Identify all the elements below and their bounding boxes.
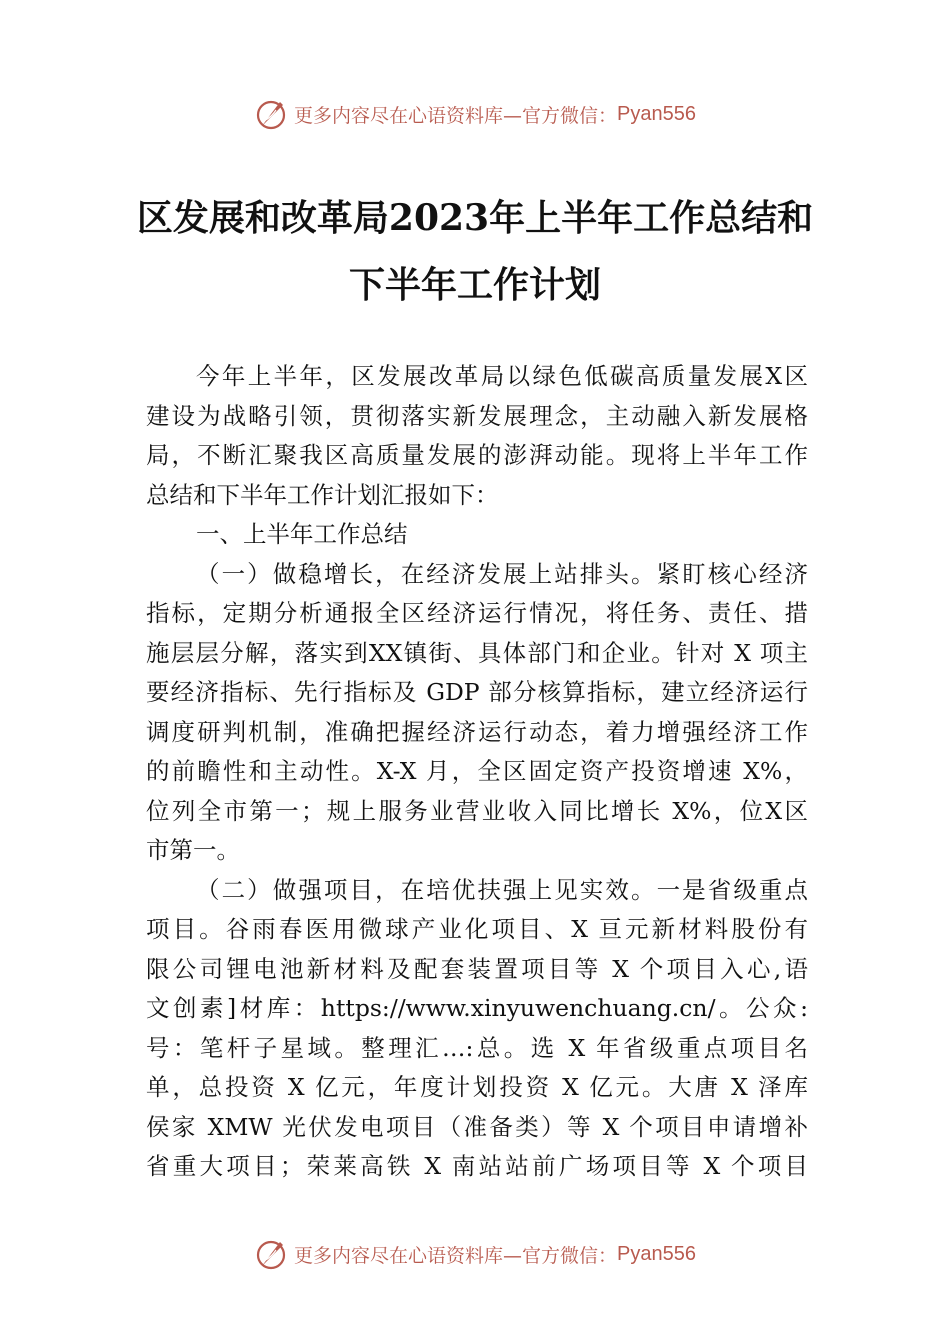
body-line: 项目。谷雨春医用微球产业化项目、X 亘元新材料股份有 [146, 915, 808, 943]
quill-logo-icon [254, 96, 290, 132]
body-line: 号：笔杆子星域。整理汇…:总。选 X 年省级重点项目名 [146, 1033, 808, 1062]
section-heading: 一、上半年工作总结 [196, 520, 408, 548]
document-title-line-1: 区发展和改革局2023年上半年工作总结和 [136, 197, 814, 239]
body-line: 位列全市第一；规上服务业营业收入同比增长 X%，位X区 [146, 796, 808, 825]
body-line: 指标，定期分析通报全区经济运行情况，将任务、责任、措 [146, 599, 808, 627]
document-body [146, 357, 808, 1187]
body-line: 施层层分解，落实到XX镇街、具体部门和企业。针对 X 项主 [146, 638, 808, 667]
body-line: 建设为战略引领，贯彻落实新发展理念，主动融入新发展格 [146, 401, 808, 430]
footer-banner [0, 1236, 950, 1272]
body-line: 单，总投资 X 亿元，年度计划投资 X 亿元。大唐 X 泽库 [146, 1073, 808, 1101]
banner-wechat-handle: Pyan556 [617, 1242, 696, 1265]
body-line: 的前瞻性和主动性。X-X 月，全区固定资产投资增速 X%， [146, 757, 808, 785]
body-line: 今年上半年，区发展改革局以绿色低碳高质量发展X区 [196, 362, 808, 390]
body-line: （一）做稳增长，在经济发展上站排头。紧盯核心经济 [196, 559, 808, 588]
banner-wechat-handle: Pyan556 [617, 102, 696, 125]
header-banner [0, 96, 950, 132]
body-line: 总结和下半年工作计划汇报如下： [146, 480, 499, 509]
body-line: 文创素]材库：https://www.xinyuwenchuang.cn/。公众: [146, 994, 808, 1022]
body-line: 要经济指标、先行指标及 GDP 部分核算指标，建立经济运行 [146, 678, 808, 706]
body-line: 市第一。 [146, 836, 240, 864]
body-line: 局，不断汇聚我区高质量发展的澎湃动能。现将上半年工作 [146, 441, 808, 469]
body-line: 省重大项目；荣莱高铁 X 南站站前广场项目等 X 个项目 [146, 1152, 808, 1180]
quill-logo-icon [254, 1236, 290, 1272]
body-line: 调度研判机制，准确把握经济运行动态，着力增强经济工作 [146, 717, 808, 746]
banner-text: 更多内容尽在心语资料库—官方微信： [294, 104, 618, 127]
body-line: 侯家 XMW 光伏发电项目（准备类）等 X 个项目申请增补 [146, 1112, 808, 1141]
banner-text: 更多内容尽在心语资料库—官方微信： [294, 1244, 618, 1267]
body-line: 限公司锂电池新材料及配套装置项目等 X 个项目入心,语 [146, 954, 808, 983]
document-title-line-2: 下半年工作计划 [348, 264, 601, 306]
body-line: （二）做强项目，在培优扶强上见实效。一是省级重点 [196, 875, 808, 904]
